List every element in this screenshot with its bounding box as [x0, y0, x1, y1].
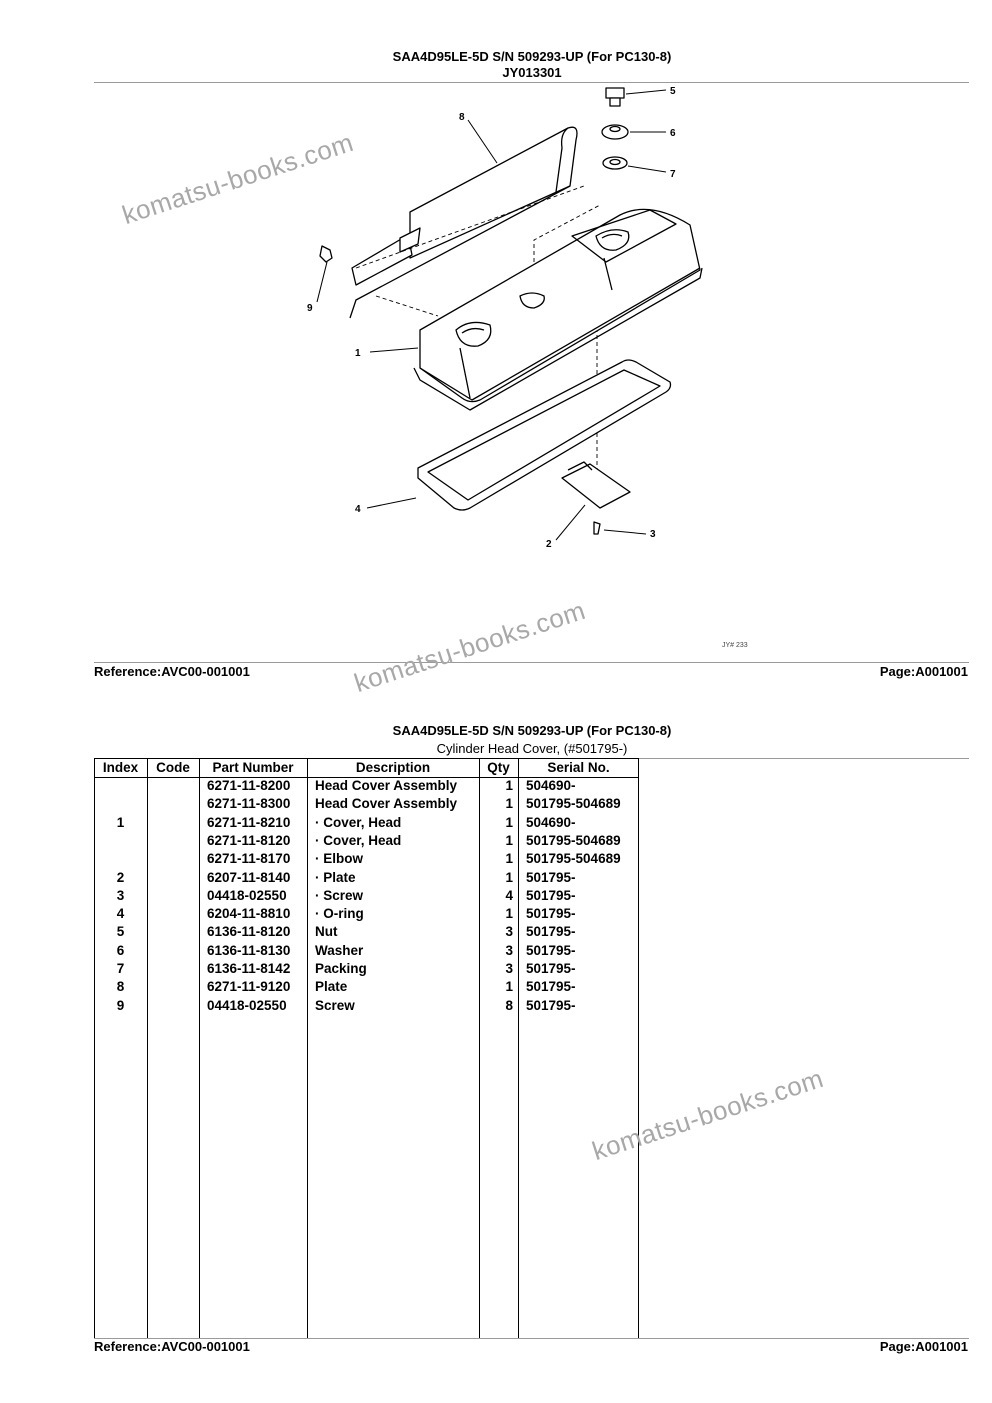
- col-index-header: Index: [102, 760, 139, 775]
- table-row: [94, 943, 639, 961]
- nut-part-5: [606, 88, 624, 106]
- table-row: [94, 833, 639, 851]
- cell-part-number: 6207-11-8140: [207, 869, 291, 885]
- callout-6: 6: [670, 128, 676, 139]
- watermark: komatsu-books.com: [588, 1062, 828, 1167]
- callout-2: 2: [546, 539, 552, 550]
- cell-index: 6: [116, 942, 125, 958]
- watermark: komatsu-books.com: [118, 126, 358, 231]
- cell-index: 2: [116, 869, 125, 885]
- table-row: [94, 906, 639, 924]
- table-header: [94, 758, 639, 778]
- cell-serial-no: 501795-504689: [526, 832, 621, 848]
- table-row: [94, 796, 639, 814]
- cell-qty: 3: [505, 961, 513, 976]
- table-row: [94, 998, 639, 1016]
- cell-part-number: 6271-11-8300: [207, 796, 291, 812]
- cell-part-number: 04418-02550: [207, 887, 287, 903]
- cell-part-number: 6271-11-8120: [207, 832, 291, 848]
- col-serial-header: Serial No.: [547, 760, 610, 775]
- page2-subtitle: Cylinder Head Cover, (#501795-): [436, 741, 628, 756]
- cell-index: 9: [116, 997, 125, 1013]
- page1-reference: Reference:AVC00-001001: [94, 664, 250, 679]
- cell-part-number: 6271-11-8170: [207, 851, 291, 867]
- cell-qty: 1: [505, 869, 513, 885]
- cell-index: 1: [116, 814, 125, 830]
- table-row: [94, 888, 639, 906]
- cell-serial-no: 504690-: [526, 814, 576, 830]
- cell-qty: 1: [505, 778, 513, 793]
- cell-index: 7: [116, 961, 125, 976]
- cell-description: Screw: [315, 997, 355, 1013]
- cell-description: Head Cover Assembly: [315, 796, 458, 812]
- callout-3: 3: [650, 529, 656, 540]
- page1-subtitle: JY013301: [502, 65, 562, 80]
- callout-1: 1: [355, 348, 361, 359]
- cell-qty: 1: [505, 796, 513, 812]
- exploded-parts-diagram: [0, 0, 992, 700]
- callout-8: 8: [459, 112, 465, 123]
- cell-description: · Screw: [315, 887, 364, 903]
- col-description-header: Description: [355, 760, 431, 775]
- screw-part-3: [594, 522, 600, 534]
- washer-part-6: [602, 125, 628, 139]
- watermark: komatsu-books.com: [350, 594, 590, 699]
- table-row: [94, 924, 639, 942]
- page1-page-number: Page:A001001: [879, 664, 968, 679]
- cell-qty: 4: [505, 887, 513, 903]
- table-row: [94, 979, 639, 997]
- callout-7: 7: [670, 169, 676, 180]
- cell-description: Nut: [315, 924, 338, 940]
- cell-qty: 3: [505, 942, 513, 958]
- cell-part-number: 6136-11-8130: [207, 942, 291, 958]
- cell-qty: 1: [505, 814, 513, 830]
- screw-part-9: [320, 246, 332, 262]
- cell-part-number: 6271-11-8200: [207, 778, 291, 793]
- cell-qty: 1: [505, 832, 513, 848]
- page1-title: SAA4D95LE-5D S/N 509293-UP (For PC130-8): [392, 49, 672, 64]
- cell-serial-no: 504690-: [526, 778, 576, 793]
- page2-title: SAA4D95LE-5D S/N 509293-UP (For PC130-8): [392, 723, 672, 738]
- col-qty-header: Qty: [487, 760, 510, 775]
- cell-index: 4: [116, 906, 125, 922]
- cell-part-number: 6271-11-8210: [207, 814, 291, 830]
- table-row: [94, 778, 639, 796]
- callout-4: 4: [355, 504, 361, 515]
- cell-description: Head Cover Assembly: [315, 778, 458, 793]
- callout-5: 5: [670, 86, 676, 97]
- cell-serial-no: 501795-504689: [526, 851, 621, 867]
- cell-description: · Cover, Head: [315, 832, 402, 848]
- cell-description: Plate: [315, 979, 348, 995]
- cell-part-number: 6136-11-8120: [207, 924, 291, 940]
- cell-qty: 1: [505, 906, 513, 922]
- cell-index: 3: [116, 887, 125, 903]
- cell-serial-no: 501795-504689: [526, 796, 621, 812]
- cell-qty: 3: [505, 924, 513, 940]
- cell-part-number: 6136-11-8142: [207, 961, 291, 976]
- packing-part-7: [603, 157, 627, 169]
- table-row: [94, 870, 639, 888]
- table-row: [94, 815, 639, 833]
- table-row: [94, 961, 639, 979]
- cell-description: · Plate: [315, 869, 356, 885]
- cell-qty: 1: [505, 979, 513, 995]
- cell-serial-no: 501795-: [526, 869, 576, 885]
- cell-qty: 8: [505, 997, 513, 1013]
- cell-serial-no: 501795-: [526, 942, 576, 958]
- cell-serial-no: 501795-: [526, 887, 576, 903]
- cell-serial-no: 501795-: [526, 924, 576, 940]
- cell-serial-no: 501795-: [526, 979, 576, 995]
- col-part-number-header: Part Number: [212, 760, 294, 775]
- cell-description: Washer: [315, 942, 364, 958]
- callout-9: 9: [307, 303, 313, 314]
- parts-table: [94, 758, 639, 1338]
- plate-part-2: [562, 462, 630, 508]
- cell-index: 8: [116, 979, 125, 995]
- cell-description: · O-ring: [315, 906, 364, 922]
- page2-header-rule-right: [639, 758, 969, 759]
- cell-description: Packing: [315, 961, 367, 976]
- cell-part-number: 6271-11-9120: [207, 979, 291, 995]
- cell-serial-no: 501795-: [526, 997, 576, 1013]
- col-code-header: Code: [156, 760, 190, 775]
- cell-description: · Elbow: [315, 851, 363, 867]
- cell-description: · Cover, Head: [315, 814, 402, 830]
- page2-reference: Reference:AVC00-001001: [94, 1339, 250, 1354]
- cell-serial-no: 501795-: [526, 906, 576, 922]
- figure-code: JY# 233: [722, 642, 748, 649]
- cell-serial-no: 501795-: [526, 961, 576, 976]
- cell-part-number: 04418-02550: [207, 997, 287, 1013]
- table-row: [94, 851, 639, 869]
- page1-footer-rule: [94, 662, 969, 663]
- cell-qty: 1: [505, 851, 513, 867]
- cell-index: 5: [116, 924, 125, 940]
- page2-page-number: Page:A001001: [879, 1339, 968, 1354]
- cell-part-number: 6204-11-8810: [207, 906, 291, 922]
